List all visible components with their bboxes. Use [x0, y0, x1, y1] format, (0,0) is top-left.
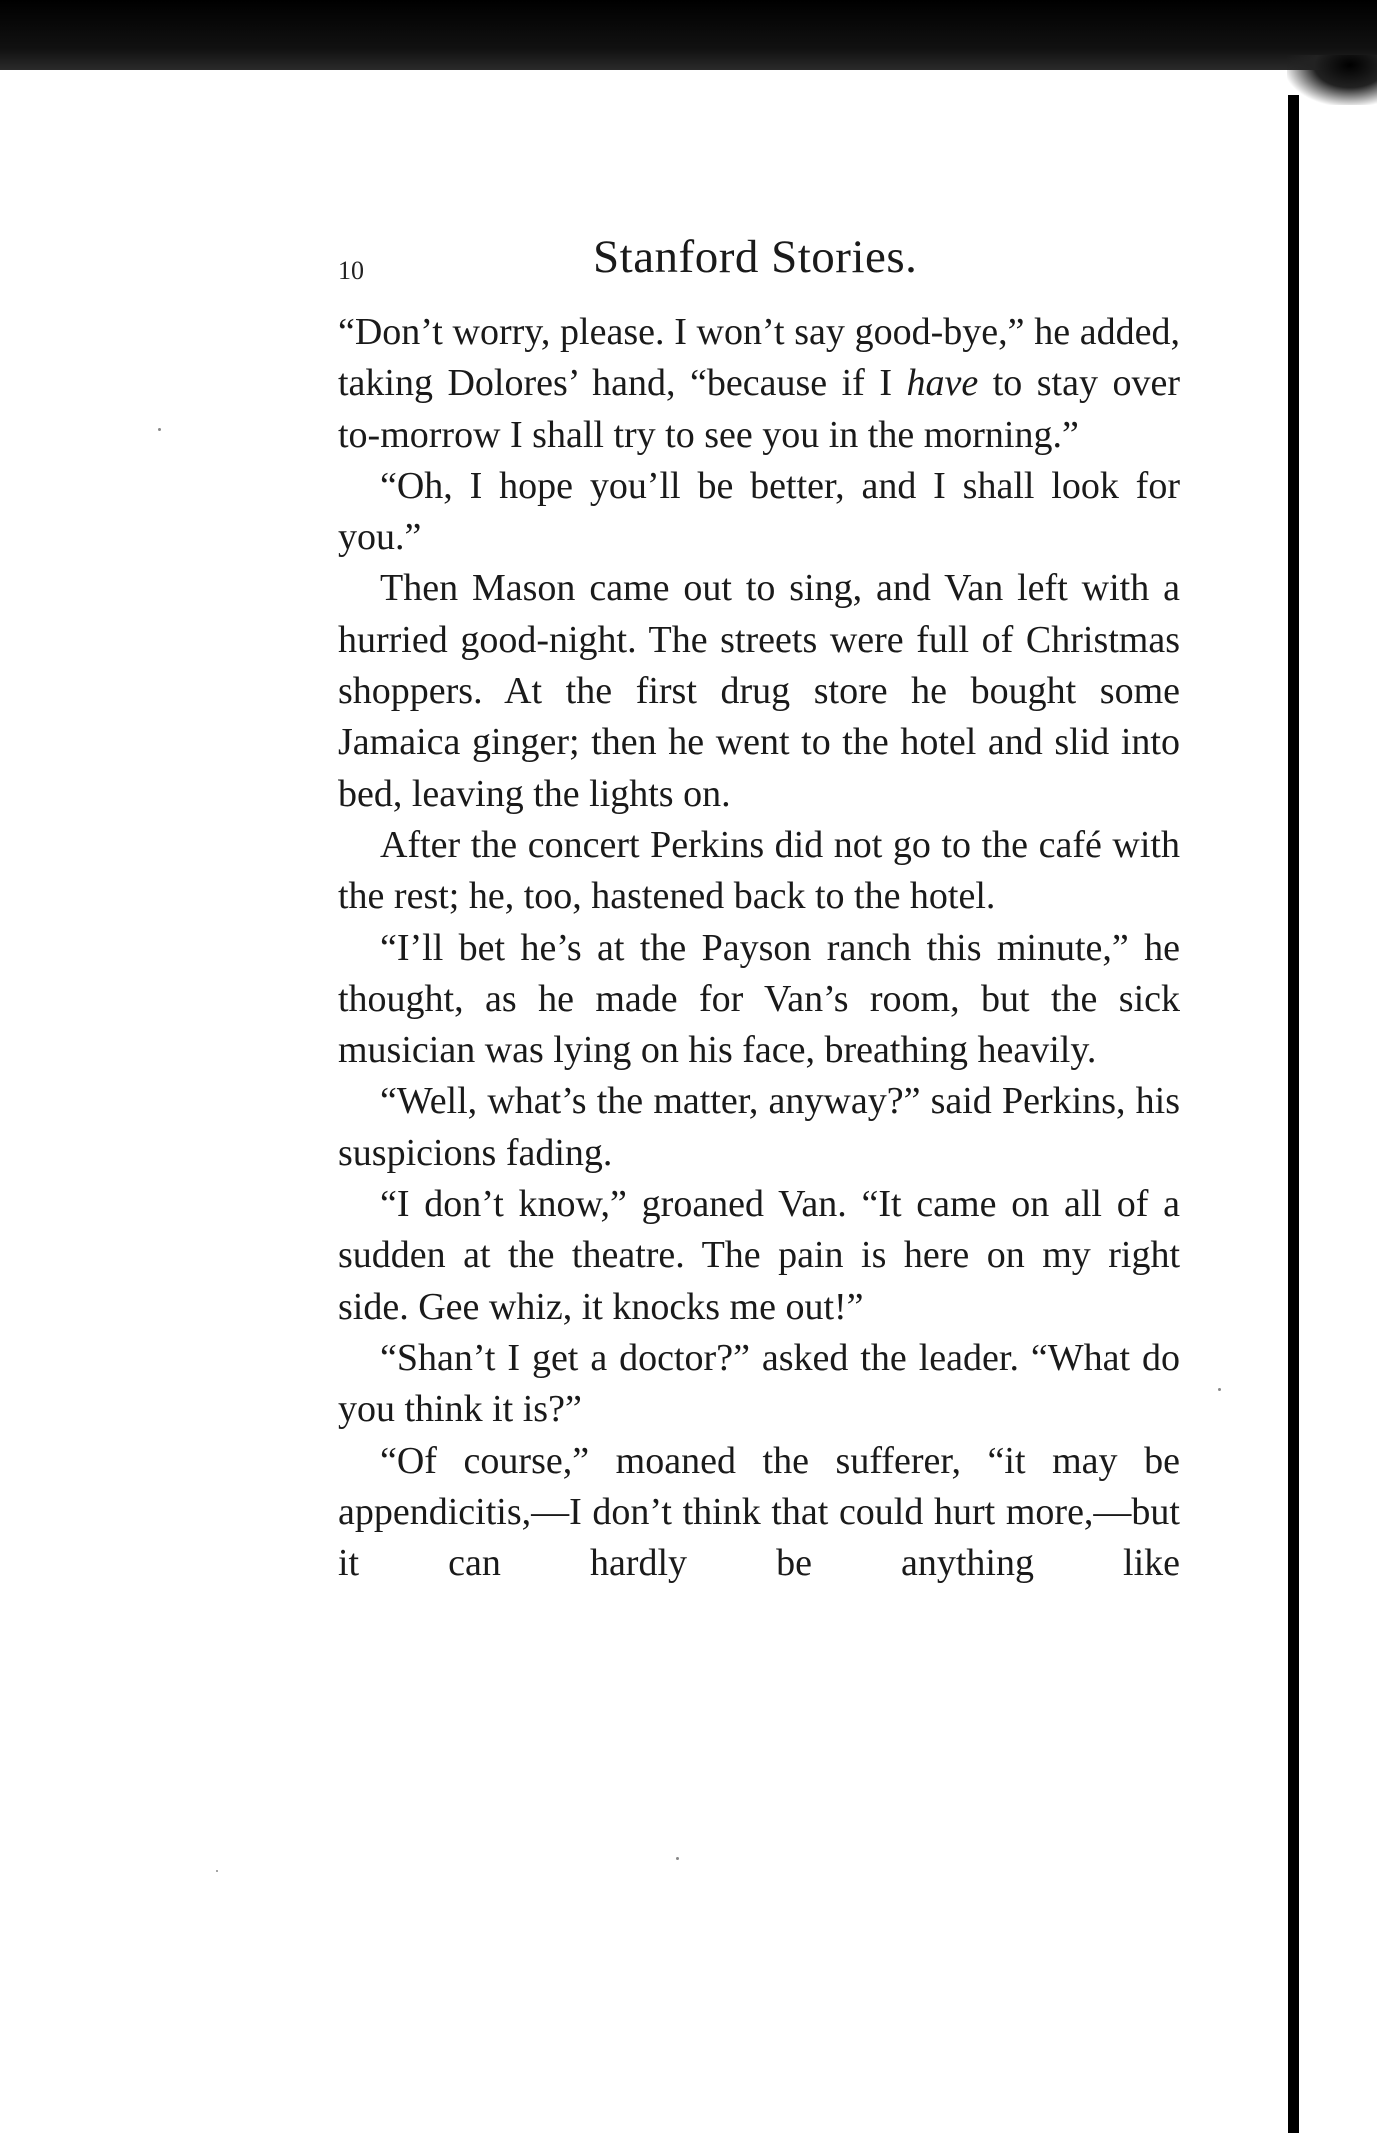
scan-speck	[1218, 1388, 1221, 1391]
paragraph	[338, 1179, 1180, 1333]
paragraph	[338, 563, 1180, 819]
text-run: “I’ll bet he’s at the Payson ranch this minute,” he thought, as he made for Van’s room, but the sick musician was lying on his face, breathing heavily.	[338, 926, 1180, 1072]
page-number: 10	[338, 256, 364, 285]
text-run: “Well, what’s the matter, anyway?” said Perkins, his suspicions fading.	[338, 1080, 1180, 1174]
paragraph	[338, 307, 1180, 461]
text-run: “Don’t worry, please. I won’t say good-bye,” he added, taking Dolores’ hand, “because if I	[338, 311, 1180, 405]
text-run: Then Mason came out to sing, and Van left with a hurried good-night. The streets were full of Christmas shoppers. At the first drug store he bought some Jamaica ginger; then he went to the hotel and slid into bed, leaving the lights on.	[338, 567, 1180, 815]
paragraph	[338, 820, 1180, 923]
scan-speck	[216, 1870, 218, 1872]
scan-shadow-right	[1288, 95, 1299, 2133]
scan-speck	[676, 1857, 679, 1860]
paragraph	[338, 1436, 1180, 1590]
paragraph	[338, 1333, 1180, 1436]
body-text	[338, 307, 1180, 1589]
text-run: “Of course,” moaned the sufferer, “it may be appendicitis,—I don’t think that could hurt more,—but it can hardly be anything like	[338, 1439, 1180, 1585]
text-run: to stay over to-morrow I shall try to see you in the morning.”	[338, 362, 1180, 456]
scan-shadow-top	[0, 0, 1377, 70]
paragraph	[338, 461, 1180, 564]
running-title: Stanford Stories.	[593, 231, 918, 283]
text-run: “Shan’t I get a doctor?” asked the leader. “What do you think it is?”	[338, 1336, 1180, 1431]
scan-speck	[158, 428, 161, 431]
book-page	[338, 230, 1180, 1589]
paragraph	[338, 923, 1180, 1077]
text-run: “Oh, I hope you’ll be better, and I shall look for you.”	[338, 464, 1180, 559]
running-header	[338, 230, 1180, 300]
paragraph	[338, 1076, 1180, 1179]
italic-text: have	[906, 362, 979, 405]
text-run: “I don’t know,” groaned Van. “It came on all of a sudden at the theatre. The pain is here on my right side. Gee whiz, it knocks me out!”	[338, 1183, 1180, 1328]
text-run: After the concert Perkins did not go to the café with the rest; he, too, hastened back to the hotel.	[338, 823, 1180, 918]
